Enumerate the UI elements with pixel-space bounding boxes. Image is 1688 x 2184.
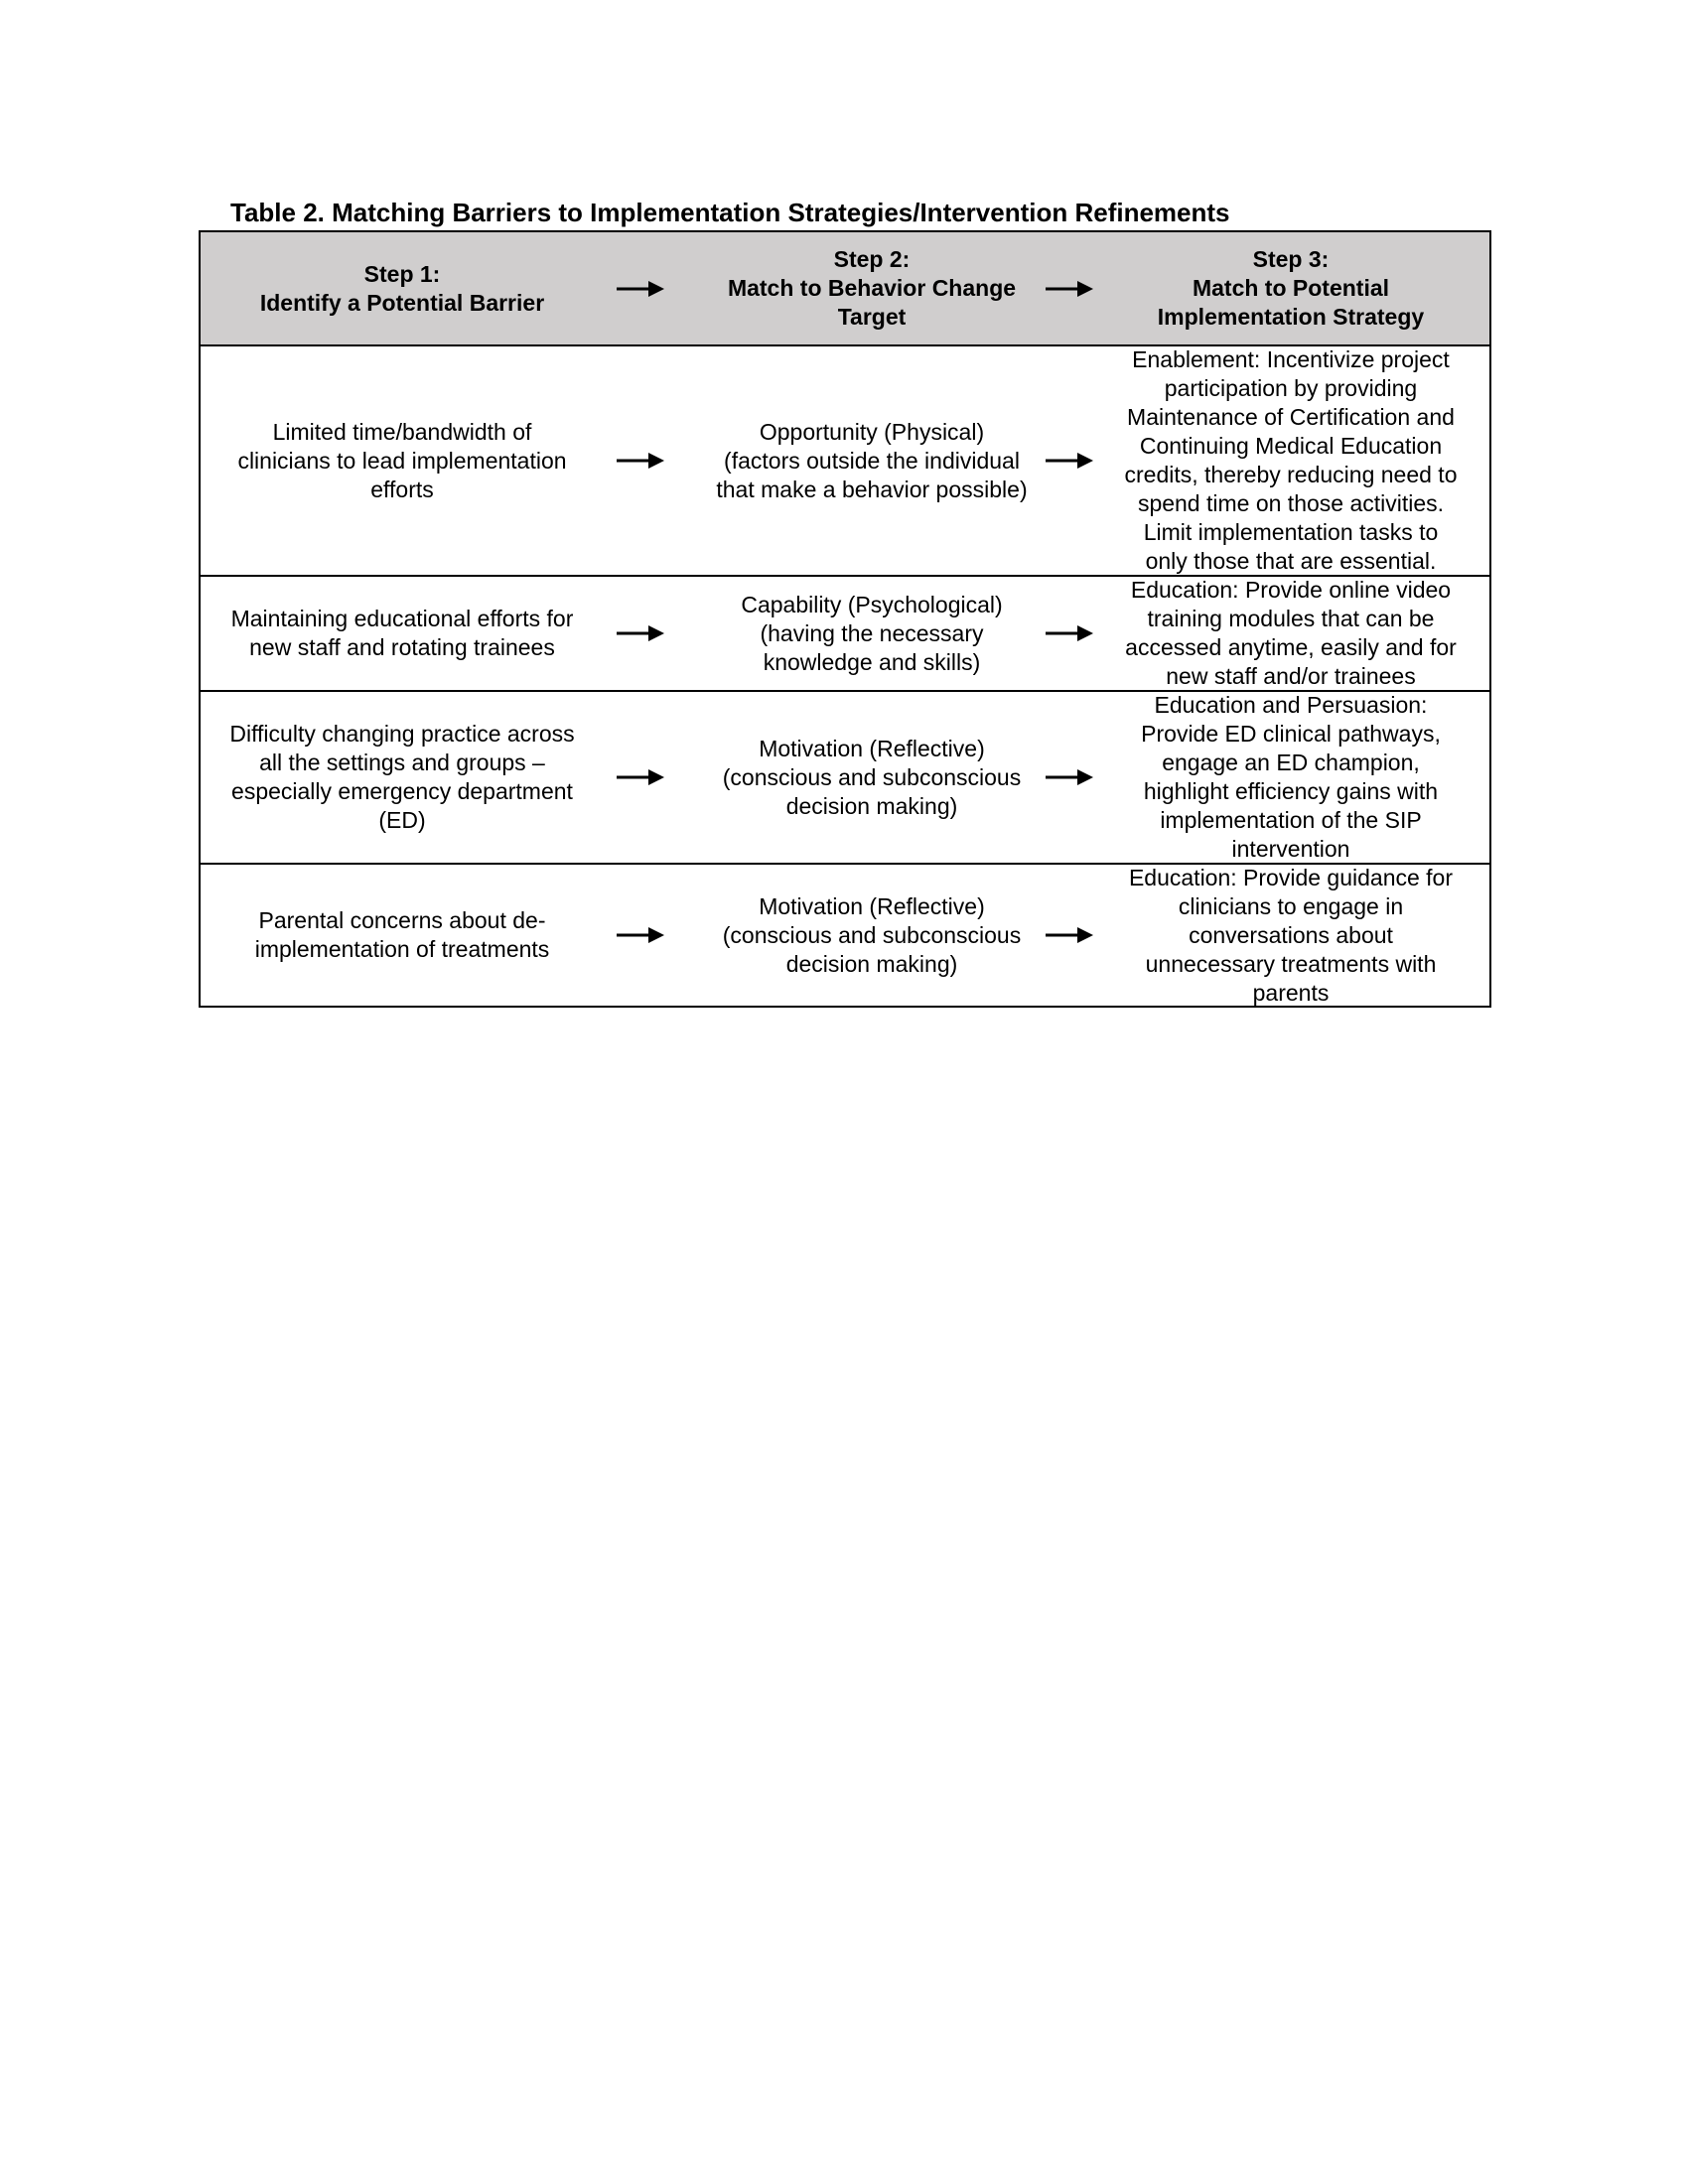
strategy-line: training modules that can be	[1147, 606, 1435, 631]
table-title: Table 2. Matching Barriers to Implementation Strategies/Intervention Refinements	[230, 198, 1230, 227]
barrier-line: all the settings and groups –	[259, 750, 545, 775]
strategy-line: new staff and/or trainees	[1166, 663, 1416, 689]
header-step2-line: Match to Behavior Change	[727, 275, 1017, 301]
barrier-cell	[201, 577, 604, 690]
strategy-line: participation by providing	[1164, 375, 1418, 401]
target-line: (having the necessary	[760, 619, 984, 646]
barrier-line: new staff and rotating trainees	[249, 634, 555, 660]
barrier-line: implementation of treatments	[254, 936, 550, 962]
strategy-line: highlight efficiency gains with	[1143, 778, 1439, 804]
strategy-line: engage an ED champion,	[1162, 750, 1420, 775]
barrier-cell	[201, 346, 604, 575]
target-line: knowledge and skills)	[763, 648, 981, 675]
strategy-line: spend time on those activities.	[1137, 490, 1445, 516]
target-cell	[653, 346, 1090, 575]
strategy-line: unnecessary treatments with	[1145, 950, 1437, 977]
table-row	[201, 577, 1489, 692]
barrier-line: Limited time/bandwidth of	[272, 418, 532, 445]
table-row	[201, 346, 1489, 577]
target-line: decision making)	[785, 792, 958, 819]
strategy-line: clinicians to engage in	[1178, 892, 1404, 919]
strategy-line: only those that are essential.	[1145, 548, 1437, 574]
target-line: (conscious and subconscious	[722, 763, 1022, 790]
target-line: (conscious and subconscious	[722, 921, 1022, 948]
header-step3-line: Match to Potential	[1192, 275, 1390, 301]
header-step3-line: Step 3:	[1252, 246, 1330, 272]
strategy-cell	[1092, 346, 1489, 575]
target-line: (factors outside the individual	[724, 447, 1020, 474]
barrier-cell	[201, 692, 604, 863]
strategy-line: Enablement: Incentivize project	[1132, 346, 1450, 372]
header-step1-line: Step 1:	[363, 260, 441, 287]
strategy-cell	[1092, 865, 1489, 1006]
target-line: Capability (Psychological)	[741, 591, 1003, 617]
strategy-line: conversations about	[1189, 921, 1393, 948]
strategy-line: Education and Persuasion:	[1154, 692, 1428, 718]
table-row	[201, 865, 1489, 1006]
target-line: Motivation (Reflective)	[759, 892, 985, 919]
header-step3-cell	[1092, 232, 1489, 344]
right-arrow-icon	[1046, 925, 1093, 945]
right-arrow-icon	[1046, 767, 1093, 787]
strategy-line: credits, thereby reducing need to	[1124, 462, 1458, 487]
strategy-line: Education: Provide online video	[1130, 577, 1452, 603]
table-row	[201, 692, 1489, 865]
right-arrow-icon	[1046, 279, 1093, 299]
header-step3-line: Implementation Strategy	[1157, 304, 1425, 330]
target-cell	[653, 865, 1090, 1006]
barrier-line: efforts	[370, 476, 434, 502]
strategy-line: Provide ED clinical pathways,	[1141, 721, 1441, 747]
barrier-line: Difficulty changing practice across	[229, 721, 575, 747]
strategy-cell	[1092, 577, 1489, 690]
strategy-line: intervention	[1231, 836, 1350, 862]
barrier-line: especially emergency department	[231, 778, 573, 804]
barrier-line: Maintaining educational efforts for	[230, 606, 574, 631]
right-arrow-icon	[1046, 451, 1093, 471]
barrier-line: (ED)	[378, 807, 426, 833]
header-step2-line: Step 2:	[833, 246, 911, 272]
barrier-cell	[201, 865, 604, 1006]
target-cell	[653, 692, 1090, 863]
barriers-table	[199, 230, 1491, 1008]
target-line: that make a behavior possible)	[716, 476, 1028, 502]
target-line: Motivation (Reflective)	[759, 735, 985, 761]
header-step1-line: Identify a Potential Barrier	[259, 289, 545, 316]
strategy-line: Maintenance of Certification and	[1127, 404, 1455, 430]
right-arrow-icon	[1046, 623, 1093, 643]
target-cell	[653, 577, 1090, 690]
strategy-line: parents	[1252, 979, 1330, 1006]
header-step2-cell	[653, 232, 1090, 344]
strategy-cell	[1092, 692, 1489, 863]
target-line: Opportunity (Physical)	[759, 418, 985, 445]
target-line: decision making)	[785, 950, 958, 977]
strategy-line: Continuing Medical Education	[1139, 433, 1443, 459]
table-header-row	[201, 232, 1489, 346]
barrier-line: clinicians to lead implementation	[237, 447, 567, 474]
strategy-line: accessed anytime, easily and for	[1125, 634, 1457, 660]
strategy-line: Limit implementation tasks to	[1143, 519, 1439, 545]
strategy-line: Education: Provide guidance for	[1128, 864, 1454, 890]
strategy-line: implementation of the SIP	[1160, 807, 1422, 833]
header-step1-cell	[201, 232, 604, 344]
header-step2-line: Target	[837, 304, 907, 330]
barrier-line: Parental concerns about de-	[258, 907, 546, 933]
